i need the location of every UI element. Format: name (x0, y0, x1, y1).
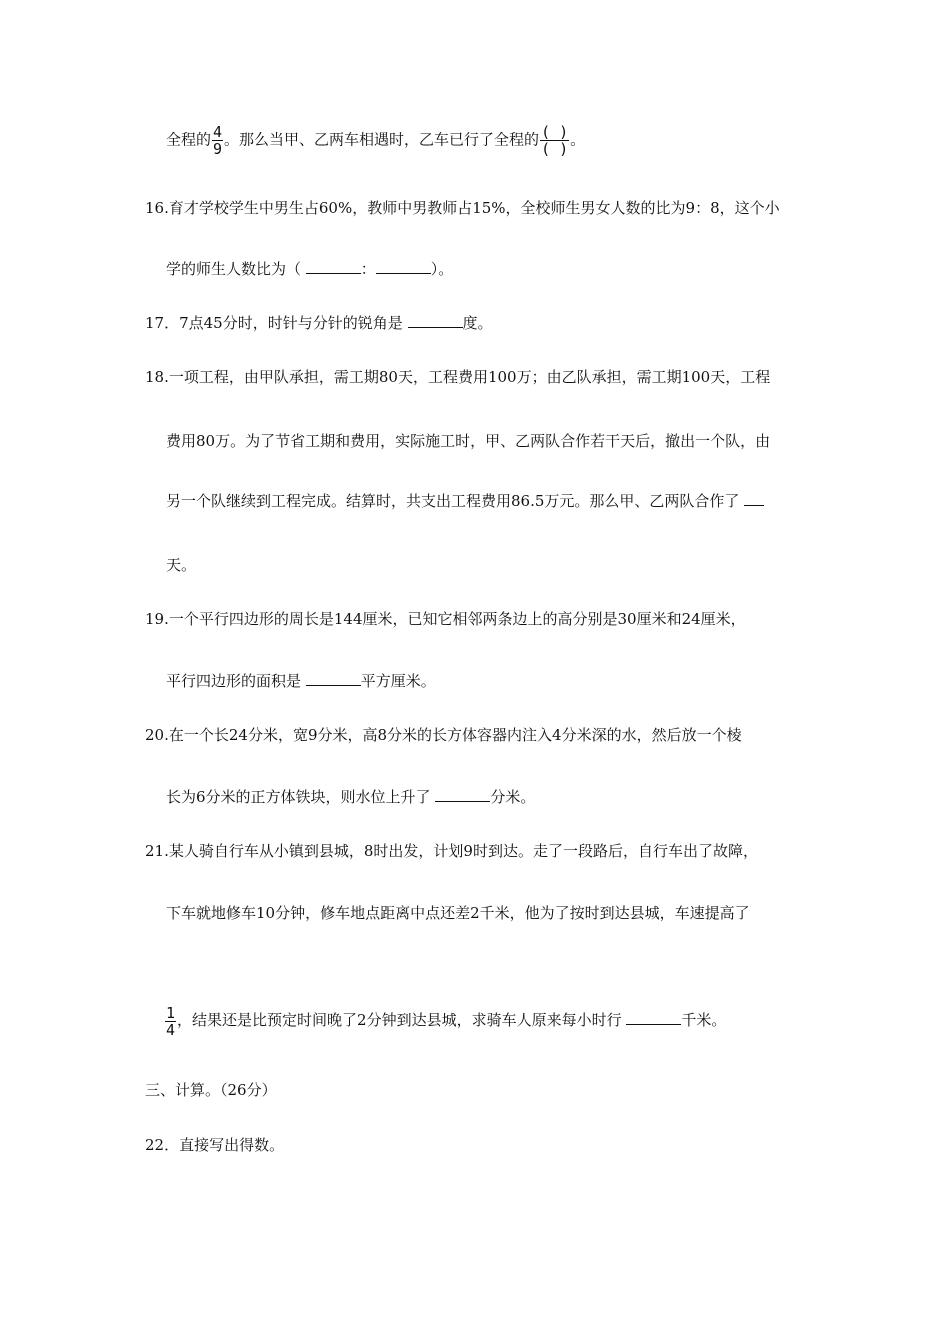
q20-blank[interactable] (435, 787, 490, 802)
q16-blank-2[interactable] (376, 259, 431, 274)
q19-line-1: 19.一个平行四边形的周长是144厘米，已知它相邻两条边上的高分别是30厘米和24厘米， (145, 610, 746, 628)
q18-line-1: 18.一项工程，由甲队承担，需工期80天，工程费用100万；由乙队承担，需工期100天，工程 (145, 368, 771, 386)
q21-fraction (165, 1005, 176, 1038)
q22-line: 22．直接写出得数。 (145, 1136, 285, 1154)
q16-blank-1[interactable] (306, 259, 361, 274)
q21-blank[interactable] (626, 1010, 681, 1025)
q15-fraction (212, 124, 223, 157)
q15-text-2: 。那么当甲、乙两车相遇时，乙车已行了全程的 (224, 130, 540, 149)
q18-blank[interactable] (744, 491, 764, 506)
q15-answer-numerator: ( ) (541, 123, 569, 141)
q15-text-3: 。 (570, 130, 586, 149)
q17-text-a: 17．7点45分时，时针与分针的锐角是 (145, 314, 408, 332)
q20-text-a: 长为6分米的正方体铁块，则水位上升了 (166, 788, 436, 806)
q21-line-1: 21.某人骑自行车从小镇到县城，8时出发，计划9时到达。走了一段路后，自行车出了故障， (145, 842, 758, 860)
q19-text-a: 平行四边形的面积是 (166, 672, 306, 690)
q19-line-2 (166, 671, 436, 691)
q15-line (166, 124, 585, 157)
q21-text-a: ，结果还是比预定时间晚了2分钟到达县城，求骑车人原来每小时行 (177, 1011, 627, 1029)
q16-line-1: 16.育才学校学生中男生占60%，教师中男教师占15%，全校师生男女人数的比为9：8，这个小 (145, 199, 780, 217)
q21-line-2: 下车就地修车10分钟，修车地点距离中点还差2千米，他为了按时到达县城，车速提高了 (166, 904, 750, 922)
q16-text-c: ）。 (430, 260, 454, 278)
q20-text-b: 分米。 (490, 788, 536, 806)
q16-line-2 (166, 259, 453, 279)
q18-line-3 (166, 491, 764, 511)
q21-text-b: 千米。 (681, 1011, 727, 1029)
q19-blank[interactable] (306, 671, 361, 686)
q15-fraction-denominator: 9 (213, 140, 223, 158)
q20-line-2 (166, 787, 535, 807)
q15-text-1: 全程的 (166, 130, 212, 149)
q21-fraction-denominator: 4 (166, 1020, 176, 1039)
q17-line (145, 313, 493, 333)
section-3-title: 三、计算。（26分） (145, 1081, 277, 1099)
q15-fraction-numerator: 4 (213, 123, 223, 141)
q19-text-b: 平方厘米。 (360, 672, 436, 690)
q15-answer-fraction[interactable] (540, 124, 569, 157)
q18-line-4: 天。 (166, 556, 197, 574)
q21-line-3 (164, 1002, 726, 1038)
q16-text-a: 学的师生人数比为（ (166, 260, 306, 278)
q17-text-b: 度。 (462, 314, 493, 332)
q16-text-b: ： (360, 260, 376, 278)
q15-answer-denominator: ( ) (541, 140, 569, 158)
q20-line-1: 20.在一个长24分米，宽9分米，高8分米的长方体容器内注入4分米深的水，然后放一个棱 (145, 726, 742, 744)
q18-line-2: 费用80万。为了节省工期和费用，实际施工时，甲、乙两队合作若干天后，撤出一个队，由 (166, 432, 771, 450)
q21-fraction-numerator: 1 (166, 1003, 176, 1022)
q18-text-3: 另一个队继续到工程完成。结算时，共支出工程费用86.5万元。那么甲、乙两队合作了 (166, 492, 745, 510)
q17-blank[interactable] (408, 313, 463, 328)
